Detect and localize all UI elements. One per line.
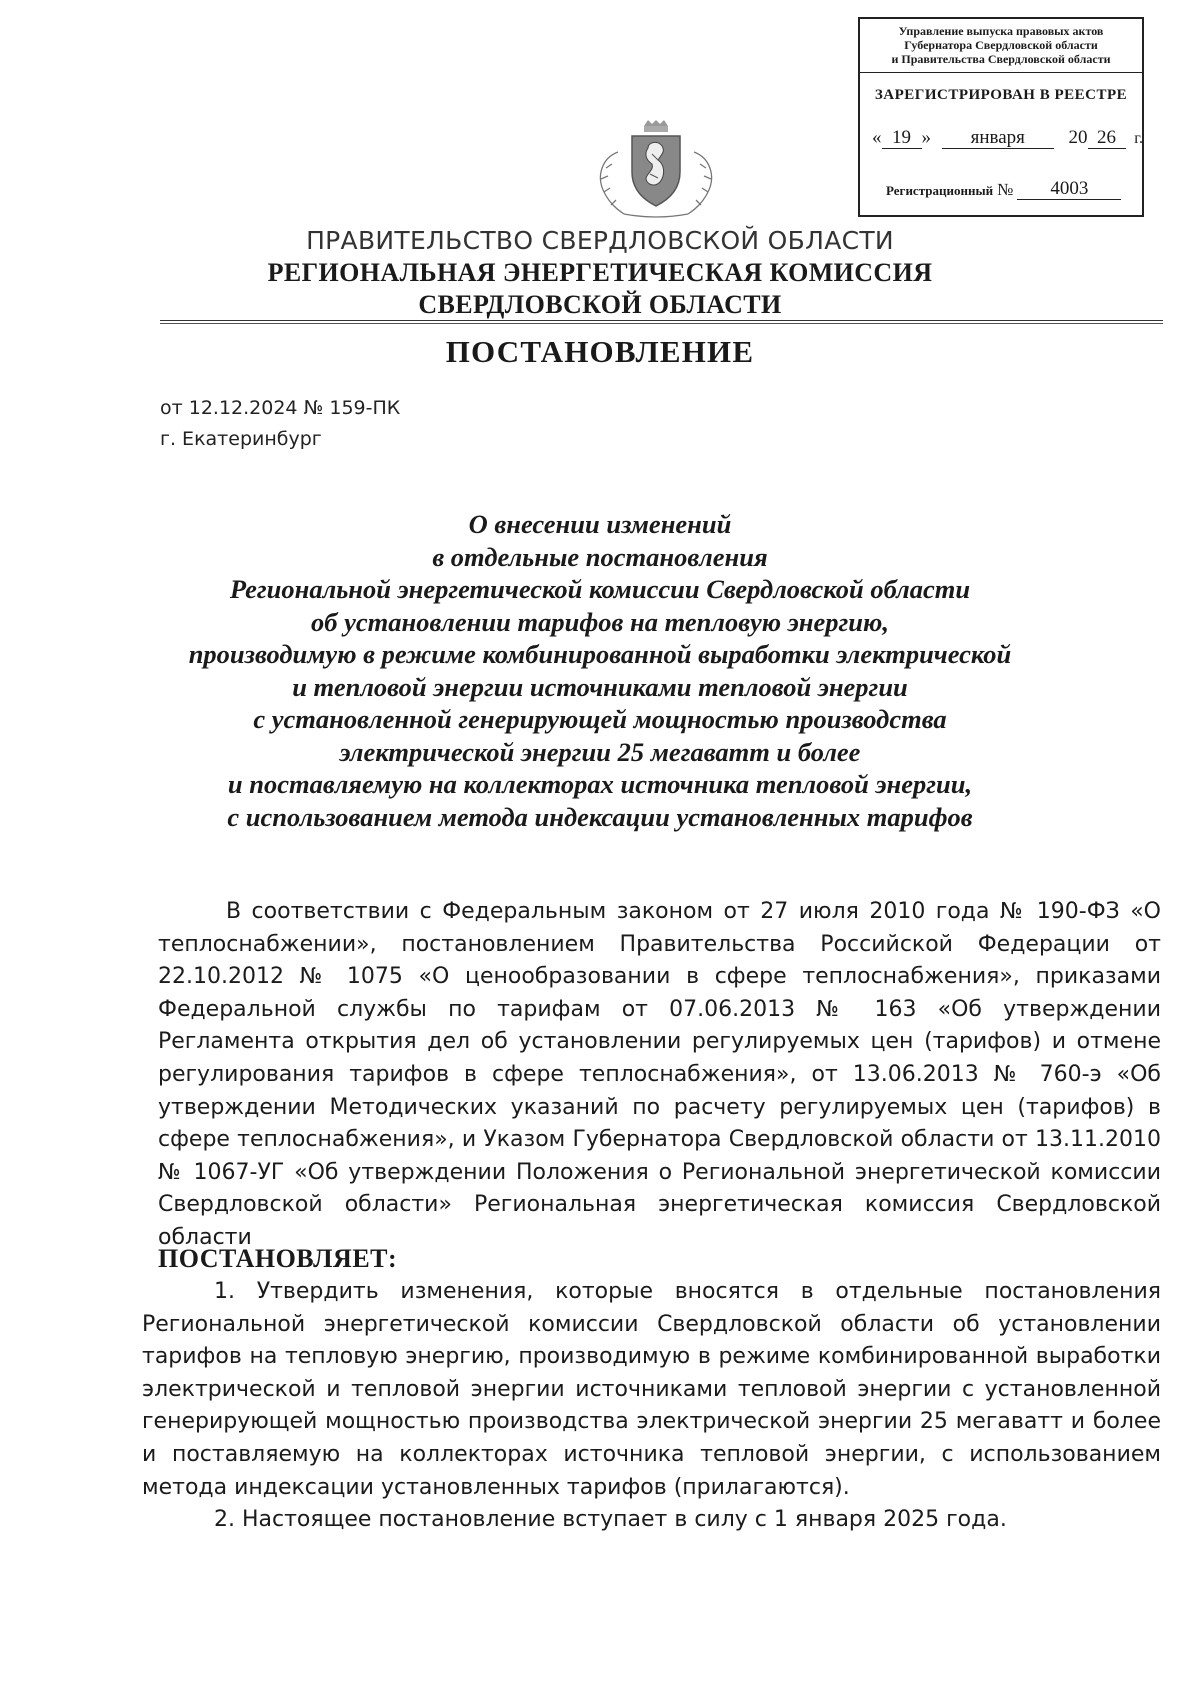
item-1-paragraph: 1. Утвердить изменения, которые вносятся в отдельные постановления Региональной энергетической комиссии Свердловской области об установлении тарифов на тепловую энергию, производимую в режиме комбинированной выработки электрической и тепловой энергии источниками тепловой энергии с установленной генерирующей мощностью производства электрической энергии 25 мегаватт и более и поставляемую на коллекторах источника тепловой энергии, с использованием метода индексации установленных тарифов (прилагаются). bbox=[142, 1279, 1161, 1500]
title-line: в отдельные постановления bbox=[432, 541, 768, 572]
document-type: ПОСТАНОВЛЕНИЕ bbox=[445, 334, 755, 369]
stamp-date-month: января bbox=[942, 128, 1054, 149]
title-line: Региональной энергетической комиссии Свердловской области bbox=[229, 574, 971, 604]
stamp-reg-sign: № bbox=[997, 180, 1014, 199]
stamp-date-close-quote: » bbox=[921, 127, 931, 148]
stamp-header-line: и Правительства Свердловской области bbox=[891, 52, 1111, 66]
registration-stamp bbox=[858, 17, 1144, 217]
title-line: производимую в режиме комбинированной выработки электрической bbox=[188, 639, 1012, 669]
document-city: г. Екатеринбург bbox=[160, 428, 322, 450]
title-line: об установлении тарифов на тепловую энергию, bbox=[311, 606, 889, 637]
stamp-registration-number bbox=[886, 179, 1121, 200]
title-line: электрической энергии 25 мегаватт и более bbox=[339, 736, 861, 767]
stamp-header-line: Губернатора Свердловской области bbox=[904, 38, 1098, 52]
title-line: с использованием метода индексации установленных тарифов bbox=[227, 801, 973, 832]
stamp-registered-label: ЗАРЕГИСТРИРОВАН В РЕЕСТРЕ bbox=[874, 87, 1128, 103]
title-line: с установленной генерирующей мощностью производства bbox=[253, 704, 947, 734]
stamp-date-open-quote: « bbox=[872, 127, 882, 148]
stamp-date-day: 19 bbox=[882, 128, 922, 149]
header-divider bbox=[160, 323, 1163, 324]
title-line: и тепловой энергии источниками тепловой энергии bbox=[292, 671, 908, 702]
stamp-date bbox=[872, 127, 1144, 149]
stamp-header bbox=[860, 19, 1142, 73]
document-date-number: от 12.12.2024 № 159-ПК bbox=[160, 397, 401, 419]
title-line: и поставляемую на коллекторах источника тепловой энергии, bbox=[227, 769, 973, 799]
stamp-reg-number: 4003 bbox=[1017, 179, 1121, 200]
title-line: О внесении изменений bbox=[468, 509, 732, 539]
org-name-commission: РЕГИОНАЛЬНАЯ ЭНЕРГЕТИЧЕСКАЯ КОМИССИЯ bbox=[267, 258, 933, 287]
header-divider bbox=[160, 320, 1163, 321]
stamp-date-year-suffix: 26 bbox=[1088, 128, 1126, 149]
org-name-government: ПРАВИТЕЛЬСТВО СВЕРДЛОВСКОЙ ОБЛАСТИ bbox=[306, 226, 894, 255]
coat-of-arms-icon bbox=[588, 120, 724, 220]
org-name-region: СВЕРДЛОВСКОЙ ОБЛАСТИ bbox=[418, 290, 782, 319]
document-title bbox=[0, 508, 1200, 833]
resolves-heading: ПОСТАНОВЛЯЕТ: bbox=[158, 1244, 398, 1273]
preamble-paragraph: В соответствии с Федеральным законом от 27 июля 2010 года № 190-ФЗ «О теплоснабжении», постановлением Правительства Российской Федерации от 22.10.2012 № 1075 «О ценообразовании в сфере теплоснабжения», приказами Федеральной службы по тарифам от 07.06.2013 № 163 «Об утверждении Регламента открытия дел об установлении регулируемых цен (тарифов) и отмене регулирования тарифов в сфере теплоснабжения», от 13.06.2013 № 760-э «Об утверждении Методических указаний по расчету регулируемых цен (тарифов) в сфере теплоснабжения», и Указом Губернатора Свердловской области от 13.11.2010 № 1067-УГ «Об утверждении Положения о Региональной энергетической комиссии Свердловской области» Региональная энергетическая комиссия Свердловской области bbox=[158, 899, 1161, 1250]
stamp-date-year-unit: г. bbox=[1134, 130, 1144, 147]
item-2-paragraph: 2. Настоящее постановление вступает в силу с 1 января 2025 года. bbox=[214, 1507, 1007, 1532]
stamp-header-line: Управление выпуска правовых актов bbox=[898, 24, 1104, 38]
stamp-date-year-prefix: 20 bbox=[1068, 127, 1088, 148]
stamp-reg-label: Регистрационный bbox=[886, 183, 994, 198]
